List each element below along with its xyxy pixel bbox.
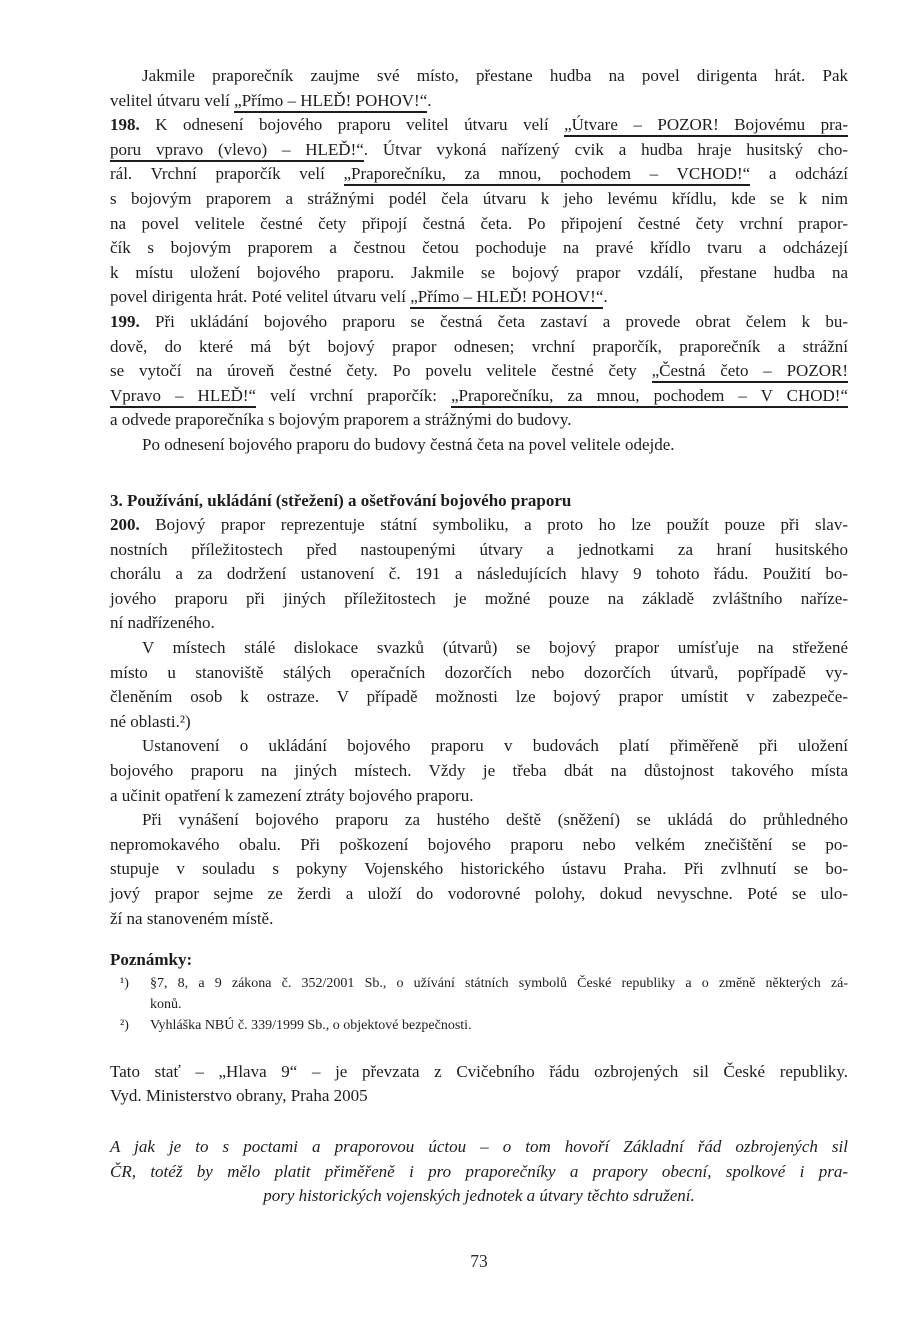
text-line — [110, 433, 848, 458]
text-run: čík s bojovým praporem a čestnou četou pochoduje na pravé křídlo tvaru a odcházejí — [110, 238, 848, 258]
spacer-before-notes — [110, 931, 848, 948]
text-run: rál. Vrchní praporčík velí — [110, 164, 344, 184]
text-line — [110, 384, 848, 409]
text-line — [110, 359, 848, 384]
text-run: Vyd. Ministerstvo obrany, Praha 2005 — [110, 1086, 368, 1106]
command-text: Vpravo – HLEĎ!“ — [110, 386, 256, 408]
text-line — [110, 1184, 848, 1209]
text-line — [110, 1084, 848, 1109]
text-line — [110, 1160, 848, 1185]
text-run: Ustanovení o ukládání bojového praporu v budovách platí přiměřeně při uložení — [142, 736, 848, 756]
command-text: „Útvare – POZOR! Bojovému pra- — [564, 115, 848, 137]
text-run: . — [427, 90, 432, 110]
text-line — [110, 833, 848, 858]
text-line — [120, 973, 848, 994]
text-run: Poznámky: — [110, 950, 193, 970]
text-run: ČR, totéž by mělo platit přiměřeně i pro praporečníky a prapory obecní, spolkové i pra- — [110, 1161, 848, 1181]
spacer-before-heading — [110, 458, 848, 489]
text-line — [110, 138, 848, 163]
paragraph-198 — [110, 113, 848, 310]
footnote-marker: ²) — [120, 1017, 129, 1033]
text-line — [110, 335, 848, 360]
text-run: chorálu a za dodržení ustanovení č. 191 a následujících hlavy 9 tohoto řádu. Použití bo- — [110, 564, 848, 584]
text-run: Při vynášení bojového praporu za hustého deště (sněžení) se ukládá do průhledného — [142, 810, 848, 830]
text-line — [110, 513, 848, 538]
text-line — [110, 857, 848, 882]
text-run: stupuje v souladu s pokyny Vojenského historického ústavu Praha. Při zvlhnutí se bo- — [110, 859, 848, 879]
text-line — [110, 261, 848, 286]
text-run: Při ukládání bojového praporu se čestná četa zastaví a provede obrat čelem k bu- — [139, 311, 848, 331]
text-line — [110, 187, 848, 212]
text-run: a odchází — [750, 164, 849, 184]
paragraph-199 — [110, 310, 848, 433]
text-run: k místu uložení bojového praporu. Jakmile se bojový prapor vzdálí, přestane hudba na — [110, 262, 848, 282]
text-run: K odnesení bojového praporu velitel útvaru velí — [139, 115, 565, 135]
notes-heading — [110, 948, 848, 973]
text-line — [110, 538, 848, 563]
text-run: ží na stanoveném místě. — [110, 908, 274, 928]
text-line — [110, 734, 848, 759]
text-run: Vyhláška NBÚ č. 339/1999 Sb., o objektové bezpečnosti. — [150, 1017, 472, 1033]
text-run: 3. Používání, ukládání (střežení) a ošetřování bojového praporu — [110, 490, 572, 510]
text-line — [110, 710, 848, 735]
text-run: pory historických vojenských jednotek a útvary těchto sdružení. — [263, 1186, 695, 1206]
command-text: „Praporečníku, za mnou, pochodem – VCHOD!“ — [344, 164, 751, 186]
text-run: Tato stať – „Hlava 9“ – je převzata z Cvičebního řádu ozbrojených sil České republiky. — [110, 1061, 848, 1081]
text-line — [110, 907, 848, 932]
text-run: nepromokavého obalu. Při poškození bojového praporu nebo velkém znečištění se po- — [110, 834, 848, 854]
text-line — [120, 994, 848, 1015]
text-line — [110, 759, 848, 784]
text-run: a odvede praporečníka s bojovým praporem a strážnými do budovy. — [110, 410, 572, 430]
command-text: „Přímo – HLEĎ! POHOV!“ — [410, 287, 603, 309]
text-run: dově, do které má být bojový prapor odnesen; vrchní praporčík, praporečník a strážní — [110, 336, 848, 356]
text-line — [110, 636, 848, 661]
text-line — [110, 1060, 848, 1085]
closing-note-italic — [110, 1135, 848, 1209]
text-run: povel dirigenta hrát. Poté velitel útvaru velí — [110, 287, 411, 307]
text-run: velí vrchní praporčík: — [256, 385, 451, 405]
section-heading — [110, 489, 848, 514]
text-run: §7, 8, a 9 zákona č. 352/2001 Sb., o užívání státních symbolů České republiky a o změně některých zá- — [150, 975, 848, 991]
text-line — [110, 162, 848, 187]
document-body — [110, 64, 848, 1209]
text-line — [110, 212, 848, 237]
text-run: jového praporu při jiných příležitostech je možné pouze na základě zvláštního naříze- — [110, 588, 848, 608]
text-line — [110, 1135, 848, 1160]
text-line — [110, 948, 848, 973]
text-run: Bojový prapor reprezentuje státní symboliku, a proto ho lze použít pouze při slav- — [139, 515, 848, 535]
spacer-before-source — [110, 1036, 848, 1060]
text-line — [110, 685, 848, 710]
text-run: místo u stanoviště stálých operačních dozorčích nebo dozorčích útvarů, popřípadě vy- — [110, 662, 848, 682]
page-number: 73 — [470, 1251, 488, 1271]
text-run: konů. — [150, 996, 182, 1012]
text-run: členěním osob k ostraze. V případě možnosti lze bojový prapor umístit v zabezpeče- — [110, 687, 848, 707]
text-line — [110, 882, 848, 907]
footnotes — [110, 973, 848, 1036]
paragraph-ustanoveni — [110, 734, 848, 808]
command-text: poru vpravo (vlevo) – HLEĎ!“ — [110, 140, 364, 162]
text-run: bojového praporu na jiných místech. Vždy je třeba dbát na důstojnost takového místa — [110, 761, 848, 781]
text-run: . Útvar vykoná nařízený cvik a hudba hraje husitský cho- — [363, 139, 848, 159]
text-line — [110, 489, 848, 514]
text-line — [110, 236, 848, 261]
text-line — [110, 562, 848, 587]
text-run: nostních příležitostech před nastoupenými útvary a jednotkami za hraní husitského — [110, 539, 848, 559]
text-run: a učinit opatření k zamezení ztráty bojového praporu. — [110, 785, 474, 805]
text-run: ní nadřízeného. — [110, 613, 215, 633]
text-run: s bojovým praporem a strážnými podél čela útvaru k jeho levému křídlu, kde se k nim — [110, 188, 848, 208]
text-line — [110, 661, 848, 686]
paragraph-intro — [110, 64, 848, 113]
text-line — [110, 408, 848, 433]
text-run: na povel velitele čestné čety připojí čestná četa. Po připojení čestné čety vrchní prapor- — [110, 213, 848, 233]
command-text: „Praporečníku, za mnou, pochodem – V CHOD!“ — [451, 386, 848, 408]
text-run: Jakmile praporečník zaujme své místo, přestane hudba na povel dirigenta hrát. Pak — [142, 66, 848, 85]
text-line — [110, 113, 848, 138]
text-run: A jak je to s poctami a praporovou úctou – o tom hovoří Základní řád ozbrojených sil — [110, 1136, 848, 1156]
text-run: velitel útvaru velí — [110, 90, 235, 110]
paragraph-number: 199. — [110, 311, 140, 331]
text-line — [110, 310, 848, 335]
text-run: . — [603, 287, 608, 307]
paragraph-number: 200. — [110, 515, 140, 535]
text-line — [110, 89, 848, 114]
paragraph-number: 198. — [110, 115, 140, 135]
command-text: „Přímo – HLEĎ! POHOV!“ — [234, 91, 427, 113]
text-run: se vytočí na úroveň čestné čety. Po povelu velitele čestné čety — [110, 361, 652, 381]
text-line — [110, 285, 848, 310]
text-line — [110, 784, 848, 809]
text-line — [110, 64, 848, 89]
text-line — [120, 1015, 848, 1036]
footnote-marker: ¹) — [120, 975, 129, 991]
paragraph-vynaseni — [110, 808, 848, 931]
text-run: jový prapor sejme ze žerdi a uloží do vodorovné polohy, dokud nevyschne. Poté se ulo- — [110, 884, 848, 903]
spacer-before-closing — [110, 1109, 848, 1135]
text-line — [110, 611, 848, 636]
text-run: né oblasti.²) — [110, 711, 191, 731]
paragraph-return — [110, 433, 848, 458]
paragraph-dislokace — [110, 636, 848, 734]
text-line — [110, 808, 848, 833]
source-note — [110, 1060, 848, 1109]
text-run: Po odnesení bojového praporu do budovy čestná četa na povel velitele odejde. — [142, 434, 675, 454]
command-text: „Čestná četo – POZOR! — [652, 361, 848, 383]
text-run: V místech stálé dislokace svazků (útvarů) se bojový prapor umísťuje na střežené — [142, 638, 848, 658]
text-line — [110, 587, 848, 612]
paragraph-200 — [110, 513, 848, 636]
